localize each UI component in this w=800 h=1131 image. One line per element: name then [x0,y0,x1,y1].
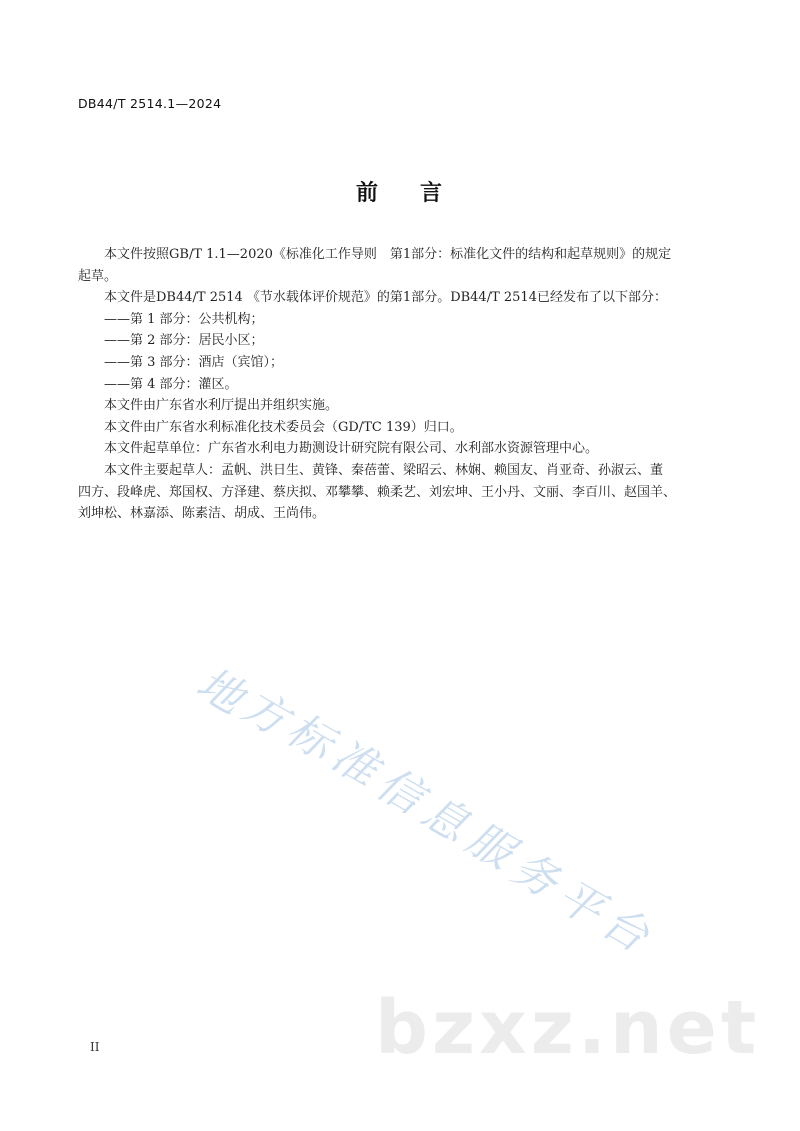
foreword-body [78,244,708,525]
paragraph-series: 本文件是DB44/T 2514 《节水载体评价规范》的第1部分。DB44/T 2514已经发布了以下部分： [104,290,667,306]
part-item-1: ——第 1 部分：公共机构； [104,311,264,327]
watermark-char: 台 [592,895,657,962]
watermark-char: 方 [232,679,297,746]
paragraph-drafters-line2: 四方、段峰虎、郑国权、方泽建、蔡庆拟、邓攀攀、赖柔艺、刘宏坤、王小丹、文丽、李百川、赵国羊、 [78,484,677,500]
watermark-char: 息 [412,785,477,852]
site-logo-mark: bzxz.net [375,985,761,1071]
paragraph-drafting-line2: 起草。 [78,268,118,284]
title-char-2: 言 [420,181,445,206]
watermark-char: 信 [367,757,432,824]
watermark [187,655,670,962]
paragraph-drafters-line1: 本文件主要起草人：孟帆、洪日生、黄锋、秦蓓蕾、梁昭云、林娴、赖国友、肖亚奇、孙淑云、董 [104,462,664,478]
paragraph-proposer: 本文件由广东省水利厅提出并组织实施。 [104,398,339,414]
document-code: DB44/T 2514.1—2024 [78,96,222,111]
title-char-1: 前 [355,181,380,206]
watermark-char: 务 [502,841,567,908]
watermark-char: 标 [277,703,342,770]
paragraph-drafting-line1: 本文件按照GB/T 1.1—2020《标准化工作导则 第1部分：标准化文件的结构和起草规则》的规定 [104,247,672,262]
page-number: II [90,1040,100,1054]
part-item-3: ——第 3 部分：酒店（宾馆）； [104,354,284,370]
watermark-char: 准 [322,729,387,796]
paragraph-drafting-units: 本文件起草单位：广东省水利电力勘测设计研究院有限公司、水利部水资源管理中心。 [104,441,599,457]
part-item-4: ——第 4 部分：灌区。 [104,376,238,392]
paragraph-committee: 本文件由广东省水利标准化技术委员会（GD/TC 139）归口。 [104,419,463,435]
watermark-char: 平 [547,869,612,936]
page-title [0,176,800,207]
watermark-char: 服 [457,812,522,879]
part-item-2: ——第 2 部分：居民小区； [104,333,264,349]
watermark-char: 地 [187,657,252,724]
paragraph-drafters-line3: 刘坤松、林嘉添、陈素洁、胡成、王尚伟。 [78,506,326,522]
